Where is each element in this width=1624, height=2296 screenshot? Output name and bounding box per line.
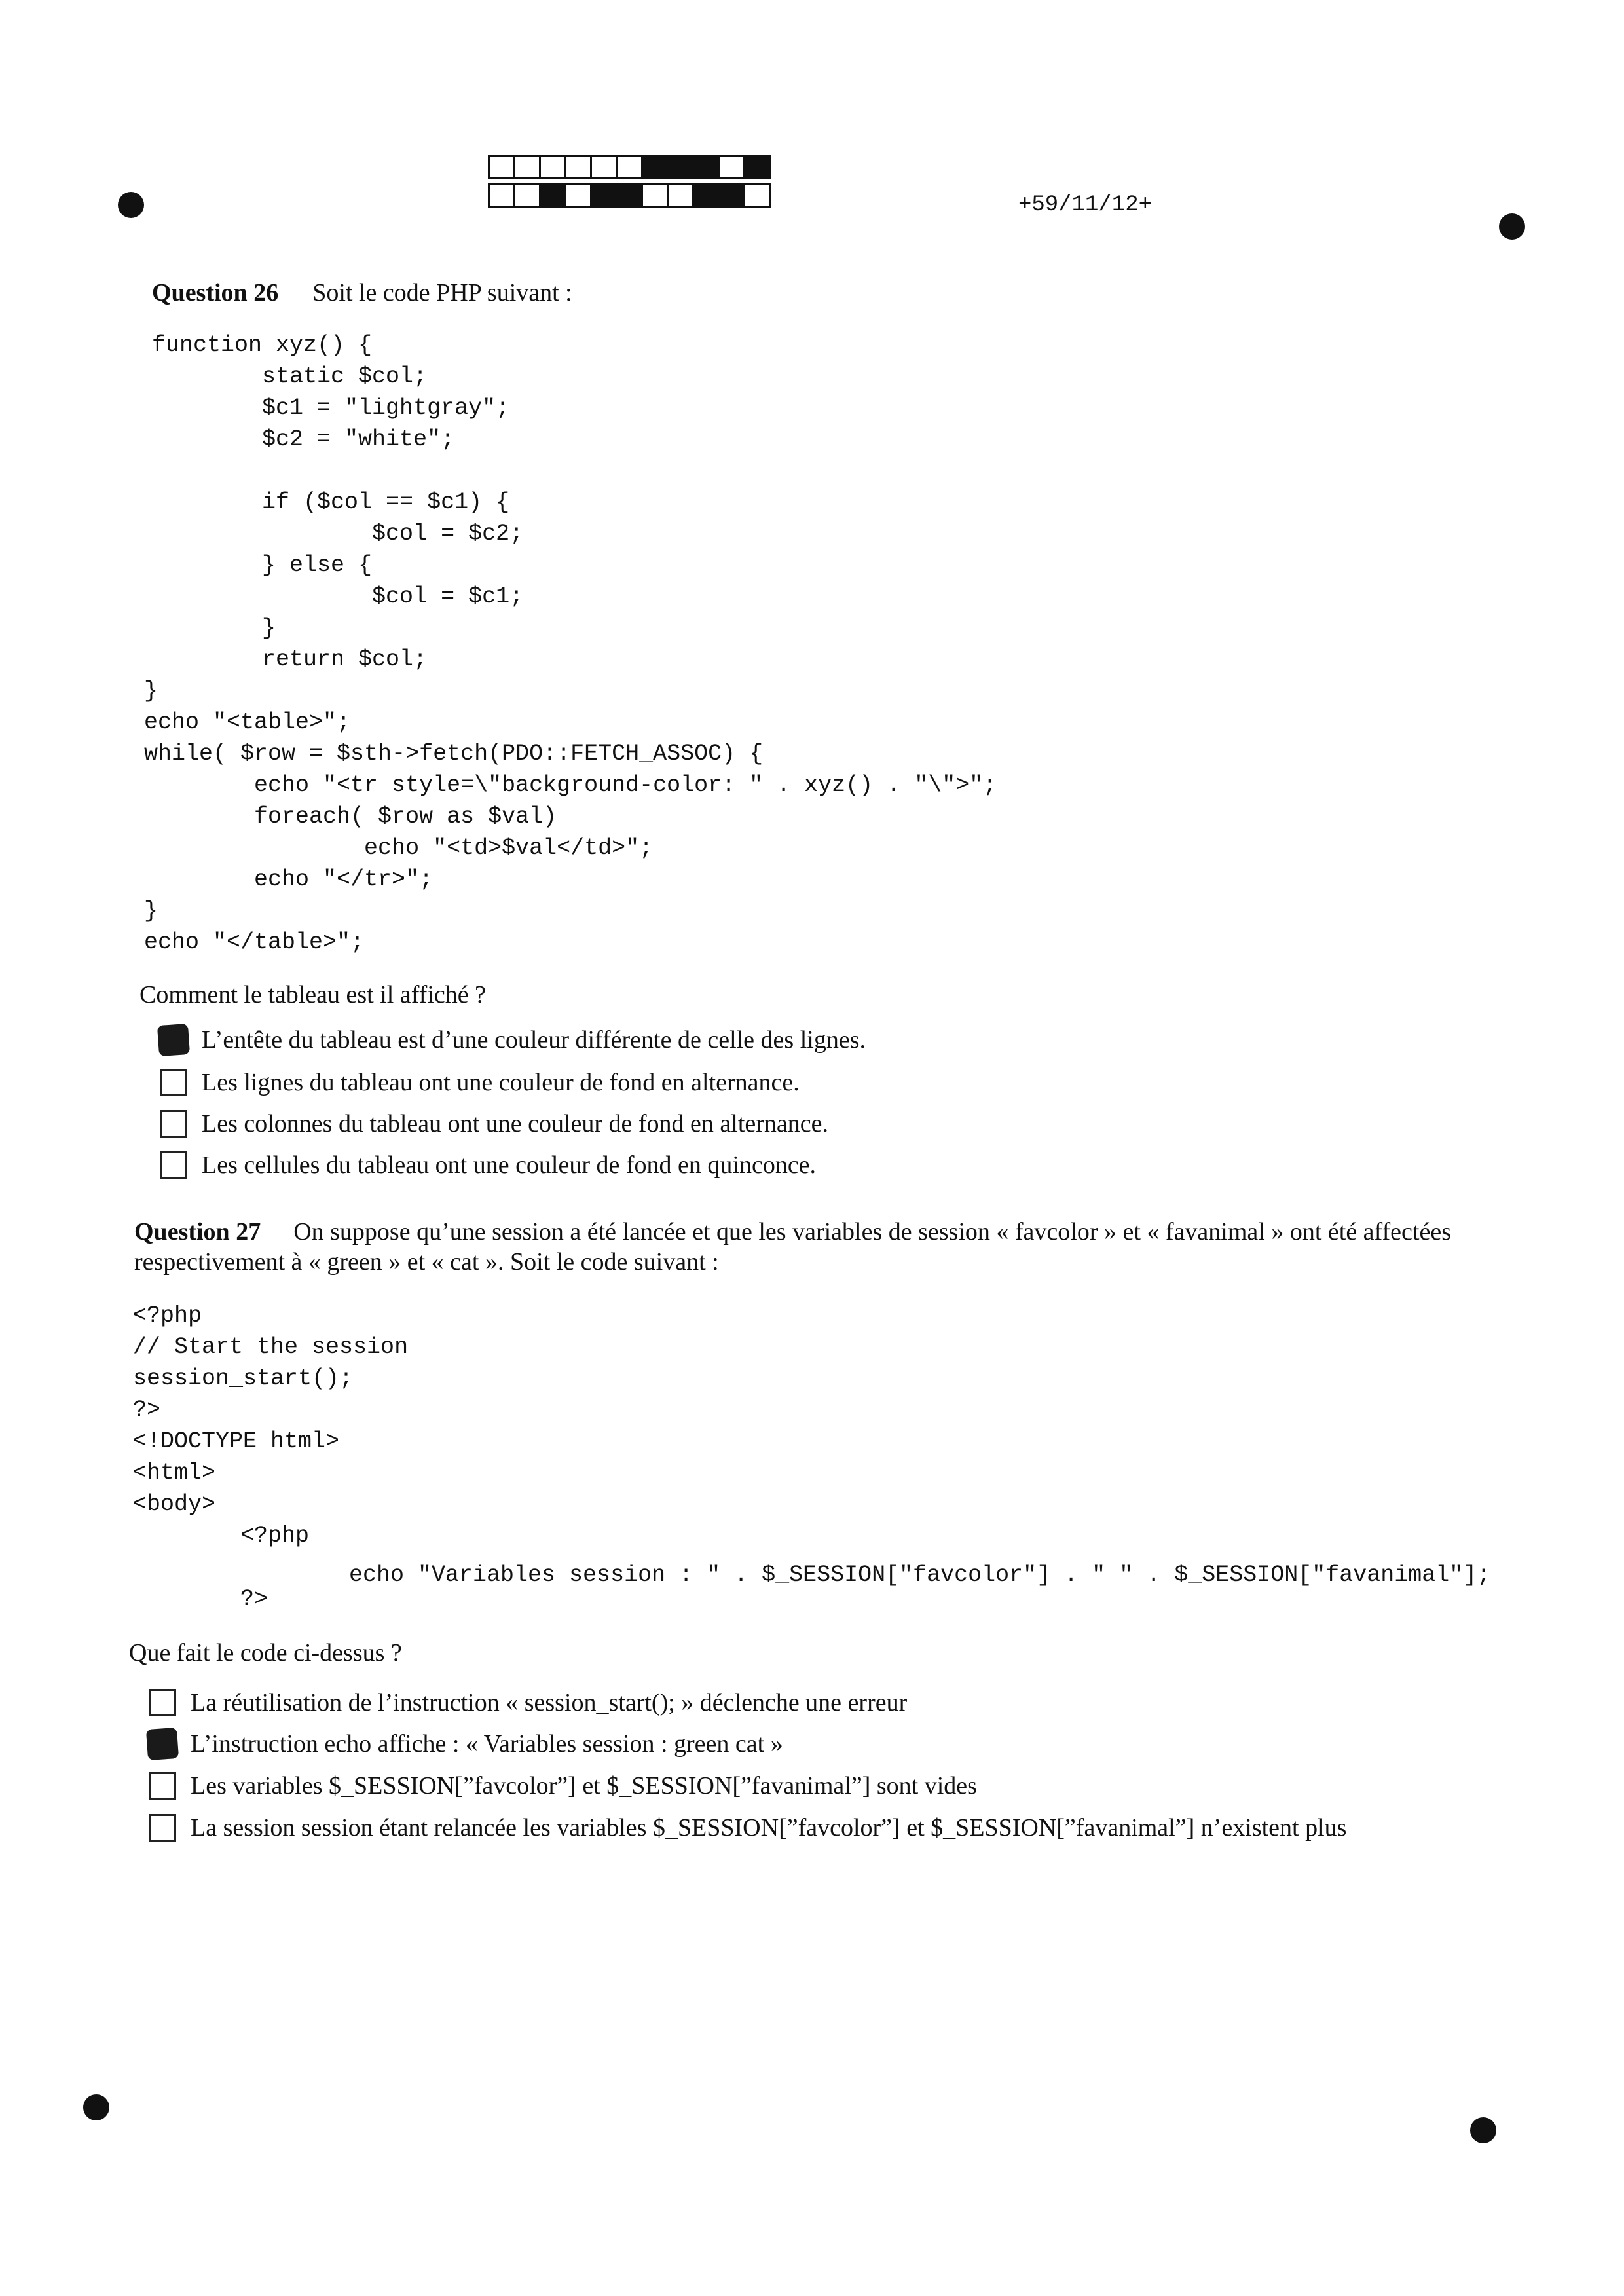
option-label: La session session étant relancée les variables $_SESSION[”favcolor”] et $_SESSION[”favanimal”] n’existent plus [191,1814,1347,1842]
question-26-option[interactable] [160,1151,816,1179]
question-26-option[interactable] [160,1109,828,1138]
option-label: La réutilisation de l’instruction « session_start(); » déclenche une erreur [191,1689,908,1716]
answer-checkbox[interactable] [149,1814,176,1842]
page-barcode-row-2 [488,183,769,208]
registration-mark-top-right [1499,213,1525,240]
barcode-cell [616,155,643,179]
answer-checkbox[interactable] [149,1689,176,1716]
question-26-code-function: function xyz() { static $col; $c1 = "lightgray"; $c2 = "white"; if ($col == $c1) { $col = $c2; } else { $col = $c1; } return $col; [152,332,524,673]
registration-mark-top-left [118,192,144,218]
question-27-option[interactable] [149,1688,907,1717]
question-26-prompt: Comment le tableau est il affiché ? [139,981,486,1009]
question-27-code-echo: echo "Variables session : " . $_SESSION["favcolor"] . " " . $_SESSION["favanimal"]; [349,1562,1491,1588]
barcode-cell [616,183,643,208]
option-label: L’instruction echo affiche : « Variables session : green cat » [191,1730,783,1758]
registration-mark-bottom-left [83,2094,109,2120]
question-27-option[interactable] [149,1730,783,1758]
question-27-intro: On suppose qu’une session a été lancée et que les variables de session « favcolor » et « favanimal » ont été affectées respectivement à « green » et « cat ». Soit le code suivant : [134,1218,1451,1276]
question-26-code-loop: } echo "<table>"; while( $row = $sth->fetch(PDO::FETCH_ASSOC) { echo "<tr style=\"background-color: " . xyz() . "\">"; foreach( $row as $val) echo "<td>$val</td>"; echo "</tr>"; } echo "</table>"; [144,678,997,955]
registration-mark-bottom-right [1470,2117,1496,2143]
barcode-cell [488,155,515,179]
question-27-option[interactable] [149,1813,1346,1842]
barcode-cell [488,183,515,208]
question-26-option[interactable] [160,1068,800,1097]
barcode-cell [667,155,694,179]
option-label: Les lignes du tableau ont une couleur de fond en alternance. [202,1069,800,1096]
barcode-cell [641,155,669,179]
question-26-intro: Soit le code PHP suivant : [312,279,572,306]
answer-checkbox[interactable] [157,1024,190,1056]
question-27-code-php-open: <?php [240,1523,310,1549]
barcode-cell [513,183,541,208]
question-26-heading [152,278,572,307]
barcode-cell [564,155,592,179]
barcode-cell [692,155,720,179]
barcode-cell [641,183,669,208]
barcode-cell [513,155,541,179]
barcode-cell [539,183,566,208]
question-27-label: Question 27 [134,1218,261,1246]
barcode-cell [718,183,745,208]
option-label: L’entête du tableau est d’une couleur différente de celle des lignes. [202,1026,866,1054]
answer-checkbox[interactable] [146,1728,179,1760]
barcode-cell [590,155,618,179]
answer-checkbox[interactable] [160,1069,187,1096]
question-26-label: Question 26 [152,279,279,306]
question-27-heading [134,1217,1490,1277]
option-label: Les variables $_SESSION[”favcolor”] et $_SESSION[”favanimal”] sont vides [191,1772,977,1800]
question-27-prompt: Que fait le code ci-dessus ? [129,1639,402,1667]
question-27-code-php-close: ?> [240,1586,268,1612]
page-barcode-row-1 [488,155,769,179]
question-26-option[interactable] [160,1026,866,1054]
option-label: Les cellules du tableau ont une couleur de fond en quinconce. [202,1151,817,1179]
barcode-cell [667,183,694,208]
barcode-cell [590,183,618,208]
page-identifier: +59/11/12+ [1018,193,1153,217]
question-27-option[interactable] [149,1771,977,1800]
question-27-code-header: <?php // Start the session session_start(); ?> <!DOCTYPE html> <html> <body> [133,1303,409,1517]
option-label: Les colonnes du tableau ont une couleur de fond en alternance. [202,1110,829,1138]
barcode-cell [718,155,745,179]
answer-checkbox[interactable] [160,1110,187,1138]
answer-checkbox[interactable] [160,1151,187,1179]
answer-checkbox[interactable] [149,1772,176,1800]
barcode-cell [564,183,592,208]
barcode-cell [539,155,566,179]
barcode-cell [692,183,720,208]
barcode-cell [743,183,771,208]
barcode-cell [743,155,771,179]
